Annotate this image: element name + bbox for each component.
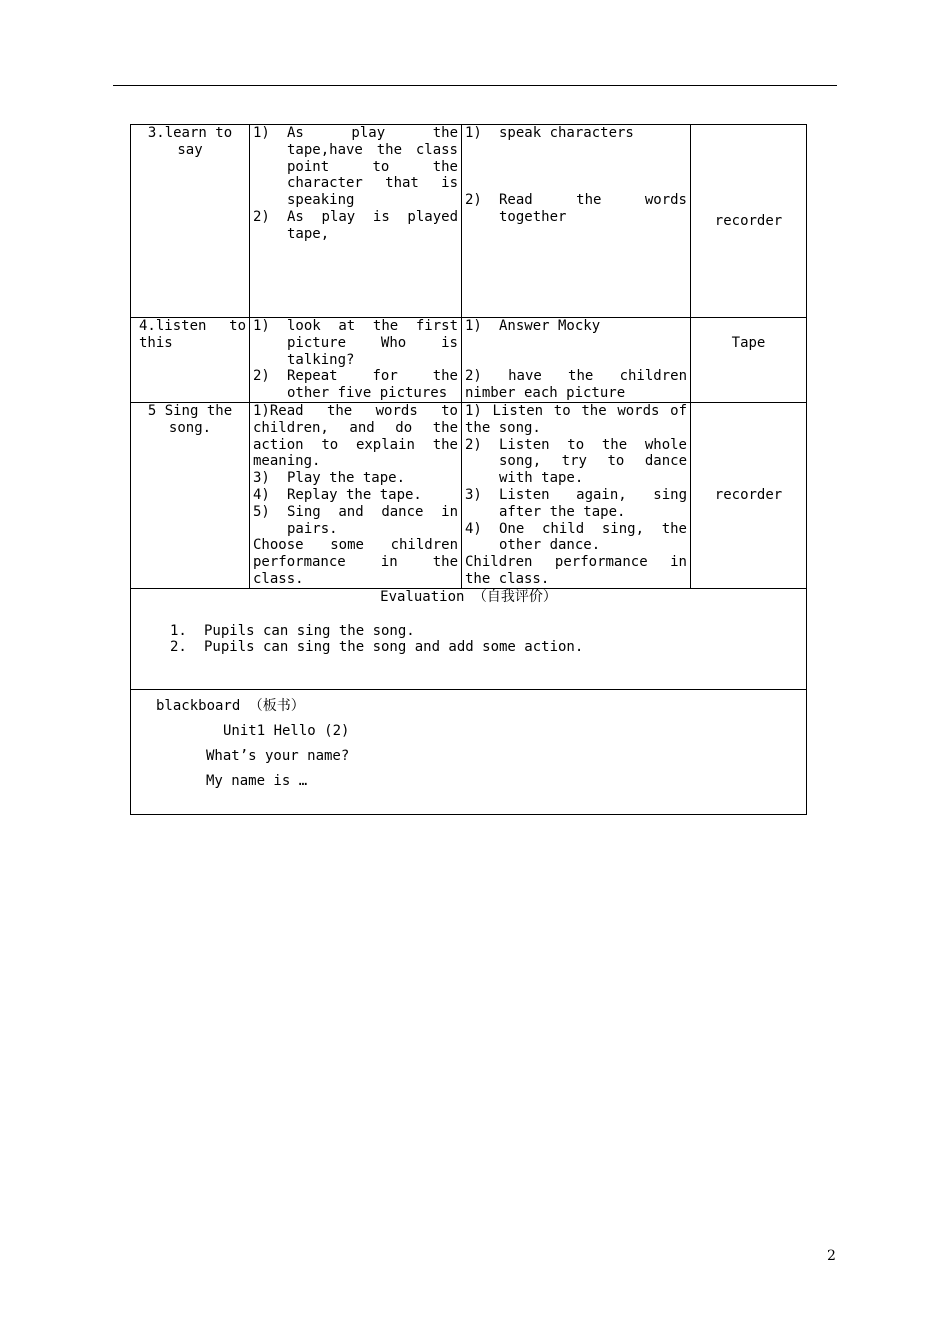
list-item: 2) Repeat for the other five pictures [253,368,458,402]
list-item: 1) speak characters [465,125,634,141]
step-label: 3.learn to say [147,125,233,158]
teacher-cell [250,403,462,589]
blackboard-line: My name is … [206,772,308,789]
evaluation-cell [131,588,807,689]
material-label: recorder [714,212,783,229]
material-cell [691,125,807,318]
step-label: 5 Sing the song. [147,403,233,436]
list-item: 1)Read the words to children, and do the action to explain the meaning. [253,403,458,470]
material-label: recorder [714,486,783,503]
list-item: 1. Pupils can sing the song. [170,622,415,639]
list-item: Choose some children performance in the class. [253,537,458,587]
step-label: 4.listen to this [139,318,246,351]
list-item: 2. Pupils can sing the song and add some action. [170,639,584,656]
page-number: 2 [827,1248,836,1264]
material-cell [691,318,807,403]
table-row [131,125,807,318]
list-item: 4) Replay the tape. [253,486,422,503]
list-item: 5) Sing and dance in pairs. [253,503,458,537]
list-item: 1) Listen to the words of the song. [465,403,687,436]
evaluation-row [131,588,807,689]
blackboard-title: blackboard （板书） [156,697,305,714]
material-cell [691,403,807,589]
teacher-cell [250,125,462,318]
step-cell [131,125,250,318]
header-rule [113,85,837,86]
material-label: Tape [731,335,766,351]
blackboard-line: Unit1 Hello (2) [223,722,350,739]
list-item: 1) look at the first picture Who is talking? [253,318,458,368]
blackboard-row [131,689,807,814]
blackboard-cell [131,689,807,814]
list-item: 3) Listen again, sing after the tape. [465,486,687,520]
evaluation-list [134,623,803,657]
list-item: 1) Answer Mocky [465,318,601,334]
list-item: 1) As play the tape,have the class point to the character that is speaking [253,125,458,209]
evaluation-title: Evaluation （自我评价） [380,588,557,605]
list-item: 2) have the children nimber each picture [465,367,687,401]
blackboard-line: What’s your name? [206,747,350,764]
table-row [131,403,807,589]
list-item: 2) Read the words together [465,191,687,225]
list-item: 3) Play the tape. [253,470,406,487]
table-row [131,318,807,403]
lesson-plan-table [130,124,807,815]
step-cell [131,318,250,403]
step-cell [131,403,250,589]
list-item: 2) Listen to the whole song, try to dance with tape. [465,436,687,487]
list-item: 4) One child sing, the other dance. [465,520,687,554]
pupils-cell [462,403,691,589]
pupils-cell [462,125,691,318]
list-item: 2) As play is played tape, [253,208,458,242]
list-item: Children performance in the class. [465,554,687,587]
pupils-cell [462,318,691,403]
teacher-cell [250,318,462,403]
